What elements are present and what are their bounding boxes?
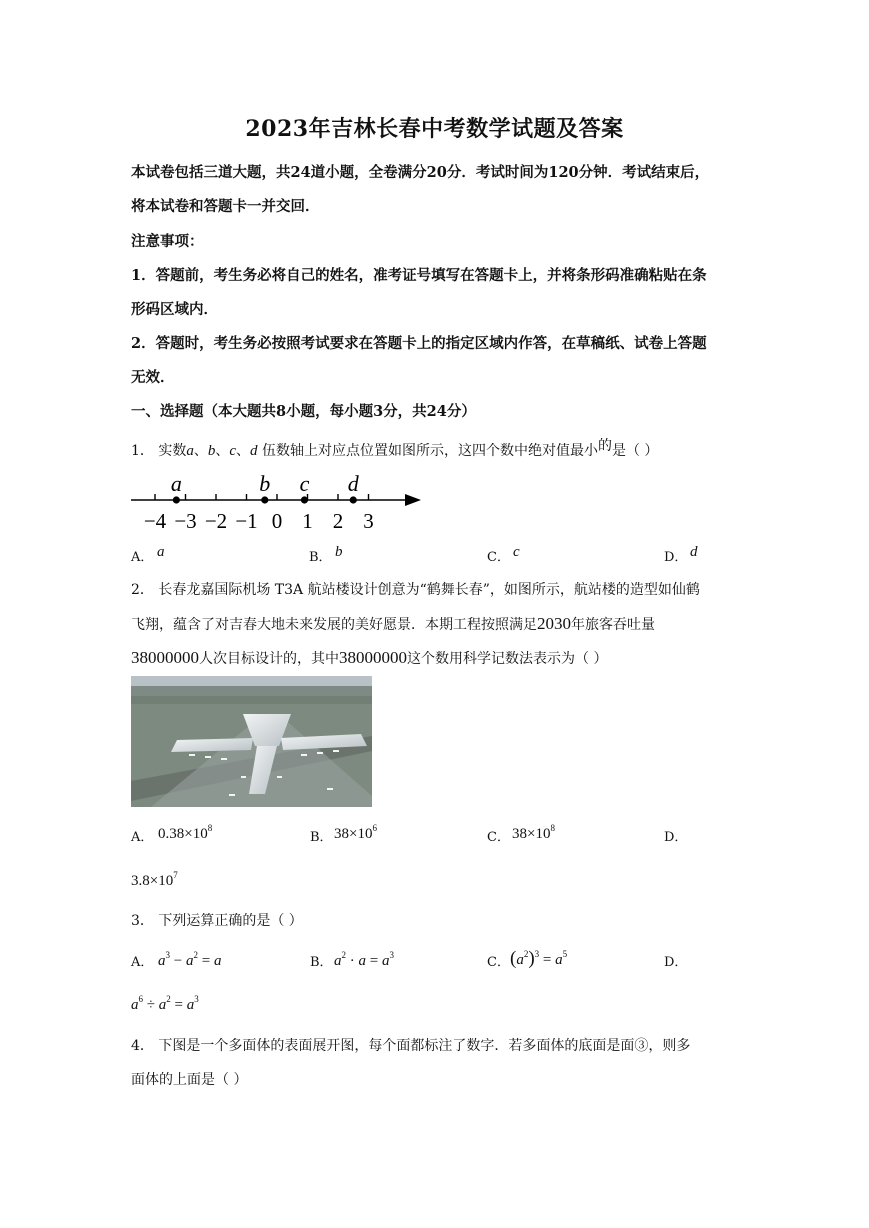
- q1-option-value: d: [690, 544, 698, 560]
- q1-text-mid: 伍数轴上对应点位置如图所示，这四个数中绝对值最小: [261, 443, 598, 459]
- note-2-line-1: 2．答题时，考生务必按照考试要求在答题卡上的指定区域内作答，在草稿纸、试卷上答题: [131, 335, 707, 352]
- note-1-line-2: 形码区域内．: [131, 301, 218, 318]
- q2-line2-a: 飞翔，蕴含了对吉春大地未来发展的美好愿景．本期工程按照满足: [131, 617, 537, 633]
- notes-heading: 注意事项：: [131, 233, 204, 250]
- question-1-stem: [131, 440, 658, 460]
- q1-option-key: C．: [487, 550, 510, 565]
- q1-option-value: c: [513, 544, 520, 560]
- q2-number: 38000000: [131, 648, 199, 667]
- number-line-point-label-d: d: [347, 471, 359, 496]
- number-line-tick-label: −3: [174, 509, 197, 533]
- question-4-line-1: 4． 下图是一个多面体的表面展开图，每个面都标注了数字．若多面体的底面是面③，则多: [131, 1038, 691, 1054]
- number-line-tick-label: −4: [143, 509, 167, 533]
- q3-option-a-expr: $a^3 - a^2 = a$: [158, 950, 222, 969]
- q2-option-value: $38\times 10^6$: [334, 823, 377, 842]
- q1-option-value: b: [335, 544, 343, 560]
- q2-option-key: D．: [664, 830, 688, 845]
- q3-option-a-key: A．: [131, 955, 154, 970]
- q1-prefix: 1． 实数: [131, 443, 187, 459]
- number-line-tick-label: 3: [363, 509, 374, 533]
- question-2-line-1: 2． 长春龙嘉国际机场 T3A 航站楼设计创意为“鹤舞长春”，如图所示，航站楼的造型如仙鹤: [131, 582, 700, 598]
- q3-option-b-expr: $a^2 \cdot a = a^3$: [334, 950, 394, 969]
- section-1-heading: 一、选择题（本大题共8小题，每小题3分，共24分）: [131, 403, 476, 420]
- number-line-point-c: [301, 496, 308, 503]
- q1-text-raised: 的: [597, 438, 612, 454]
- q2-option-key: A．: [131, 830, 154, 845]
- q3-option-c-key: C．: [487, 955, 510, 970]
- q1-var-b: b: [207, 443, 216, 459]
- page-title: 2023年吉林长春中考数学试题及答案: [245, 116, 624, 142]
- note-1-line-1: 1．答题前，考生务必将自己的姓名，准考证号填写在答题卡上，并将条形码准确粘贴在条: [131, 267, 707, 284]
- question-4-line-2: 面体的上面是（ ）: [131, 1072, 248, 1088]
- q1-var-c: c: [229, 443, 237, 459]
- q1-option-value: a: [157, 544, 165, 560]
- number-line-arrow: [405, 494, 421, 506]
- q3-option-b-key: B．: [310, 955, 333, 970]
- q2-number-2: 38000000: [339, 648, 407, 667]
- q1-option-key: D．: [664, 550, 688, 565]
- number-line-point-label-a: a: [170, 471, 182, 496]
- q1-sep: 、: [193, 443, 208, 459]
- question-2-line-2: [131, 614, 655, 634]
- number-line-point-d: [350, 496, 357, 503]
- q2-line3-b: 这个数用科学记数法表示为（ ）: [407, 651, 608, 667]
- number-line-figure: [125, 466, 425, 538]
- number-line-tick-label: −2: [204, 509, 228, 533]
- q2-option-value: $38\times 10^8$: [512, 823, 555, 842]
- q2-option-value: $0.38\times 10^8$: [158, 823, 213, 842]
- number-line-point-label-c: c: [299, 471, 310, 496]
- q2-option-key: C．: [487, 830, 510, 845]
- number-line-point-b: [261, 496, 268, 503]
- q2-option-value: $3.8\times 10^7$: [131, 870, 178, 889]
- q2-line3-a: 人次目标设计的，其中: [199, 651, 339, 667]
- q3-option-d-expr: $a^6 \div a^2 = a^3$: [131, 994, 199, 1013]
- q2-line2-b: 年旅客吞吐量: [571, 617, 655, 633]
- q2-year: 2030: [537, 614, 571, 633]
- note-2-line-2: 无效．: [131, 369, 175, 386]
- q3-option-c-expr: $(a^2)^3 = a^5$: [510, 948, 568, 969]
- number-line-point-label-b: b: [259, 471, 271, 496]
- number-line-tick-label: 2: [332, 509, 344, 533]
- q1-var-d: d: [250, 443, 258, 459]
- question-2-line-3: [131, 648, 607, 668]
- q1-text-end: 是（ ）: [611, 443, 659, 459]
- q1-option-key: A．: [131, 550, 154, 565]
- q3-option-d-key: D．: [664, 955, 688, 970]
- intro-line-1: 本试卷包括三道大题，共24道小题，全卷满分20分．考试时间为120分钟．考试结束后，: [131, 164, 710, 181]
- q1-sep: 、: [215, 443, 230, 459]
- number-line-tick-label: −1: [235, 509, 258, 533]
- number-line-point-a: [173, 496, 180, 503]
- q1-var-a: a: [186, 443, 194, 459]
- intro-line-2: 将本试卷和答题卡一并交回．: [131, 198, 320, 215]
- q1-option-key: B．: [309, 550, 332, 565]
- question-3-stem: 3． 下列运算正确的是（ ）: [131, 913, 303, 929]
- q1-sep: 、: [236, 443, 251, 459]
- number-line-tick-label: 1: [302, 509, 313, 533]
- airport-terminal-image: [131, 676, 372, 807]
- number-line-tick-label: 0: [271, 509, 283, 533]
- q2-option-key: B．: [310, 830, 333, 845]
